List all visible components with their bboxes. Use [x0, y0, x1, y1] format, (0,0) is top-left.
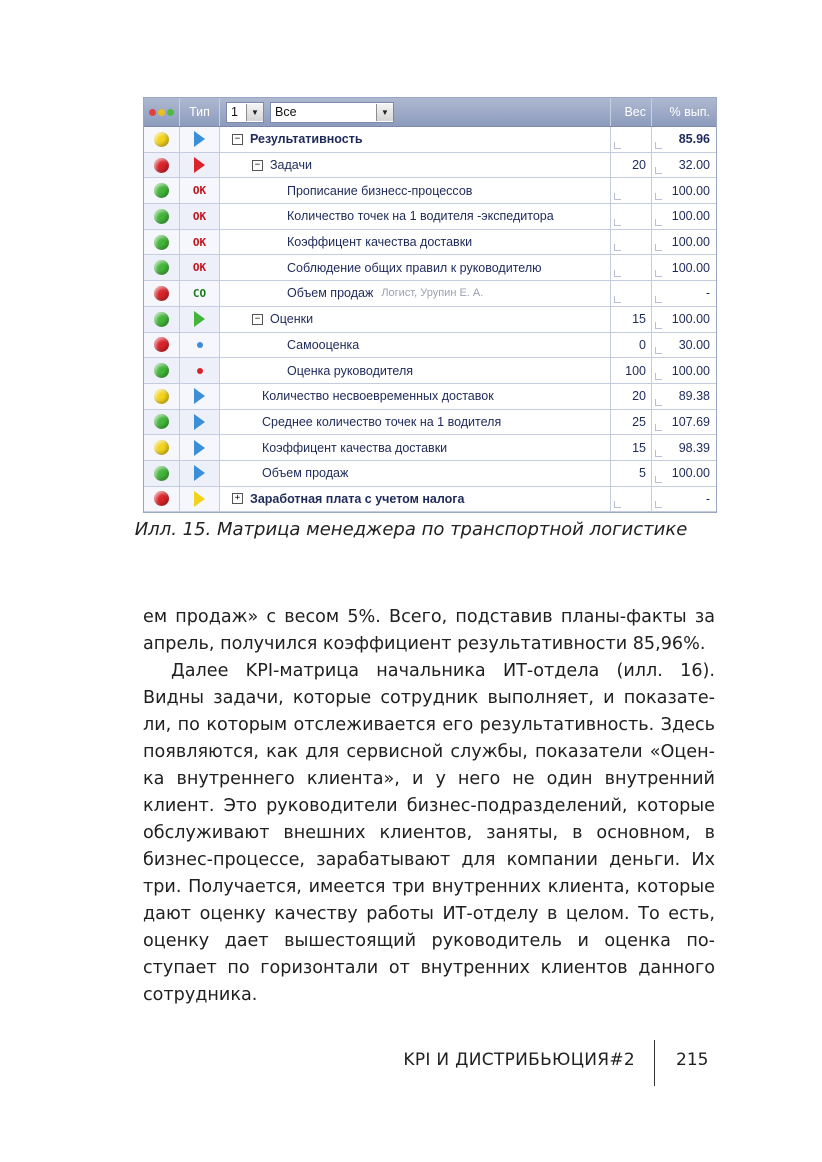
green-status-icon [154, 235, 169, 250]
cell-corner-icon [655, 296, 662, 303]
percent-cell [652, 435, 716, 460]
green-status-icon [154, 209, 169, 224]
red-status-icon [154, 158, 169, 173]
row-label: Оценки [270, 312, 314, 327]
status-cell [144, 333, 180, 358]
type-cell [180, 435, 220, 460]
table-row[interactable] [144, 178, 716, 204]
weight-cell [611, 178, 652, 203]
weight-value: 15 [632, 312, 646, 327]
row-label: Оценка руководителя [287, 363, 414, 378]
type-cell [180, 230, 220, 255]
status-cell [144, 127, 180, 152]
status-cell [144, 178, 180, 203]
percent-value: 100.00 [671, 235, 710, 250]
percent-cell [652, 153, 716, 178]
status-cell [144, 487, 180, 512]
weight-value: 20 [632, 158, 646, 173]
weight-value: 20 [632, 389, 646, 404]
play-triangle-icon [194, 388, 205, 404]
percent-cell [652, 307, 716, 332]
type-cell [180, 178, 220, 203]
row-label: Количество несвоевременных доставок [262, 389, 494, 404]
row-label: Соблюдение общих правил к руководителю [287, 260, 542, 275]
weight-value: 25 [632, 414, 646, 429]
yellow-status-icon [154, 132, 169, 147]
type-cell [180, 127, 220, 152]
percent-value: 100.00 [671, 466, 710, 481]
figure-caption: Илл. 15. Матрица менеджера по транспортной логистике [134, 519, 688, 540]
filter-select[interactable] [270, 102, 394, 123]
running-head: KPI И ДИСТРИБЬЮЦИЯ#2 [403, 1050, 635, 1070]
status-cell [144, 153, 180, 178]
footer-divider [654, 1040, 655, 1086]
row-label: Заработная плата с учетом налога [250, 491, 465, 506]
percent-cell [652, 255, 716, 280]
weight-cell [611, 153, 652, 178]
percent-value: 100.00 [671, 260, 710, 275]
play-triangle-icon [194, 465, 205, 481]
percent-cell [652, 461, 716, 486]
weight-value: 5 [639, 466, 646, 481]
name-cell [220, 178, 611, 203]
filter-value: Все [275, 105, 297, 119]
table-row[interactable] [144, 127, 716, 153]
table-row[interactable] [144, 435, 716, 461]
expand-icon[interactable]: + [232, 493, 243, 504]
weight-value: 0 [639, 337, 646, 352]
status-cell [144, 307, 180, 332]
chevron-down-icon[interactable]: ▼ [246, 104, 263, 121]
weight-cell [611, 204, 652, 229]
cell-corner-icon [655, 373, 662, 380]
status-cell [144, 204, 180, 229]
name-cell [220, 230, 611, 255]
red-status-icon [154, 337, 169, 352]
weight-cell [611, 307, 652, 332]
cell-corner-icon [655, 476, 662, 483]
yellow-status-icon [154, 440, 169, 455]
cell-corner-icon [614, 501, 621, 508]
name-cell [220, 307, 611, 332]
type-cell [180, 204, 220, 229]
weight-cell [611, 435, 652, 460]
table-row[interactable] [144, 487, 716, 513]
table-row[interactable] [144, 281, 716, 307]
row-label: Задачи [270, 158, 312, 173]
table-row[interactable] [144, 358, 716, 384]
name-cell [220, 358, 611, 383]
row-label: Среднее количество точек на 1 водителя [262, 414, 502, 429]
table-row[interactable] [144, 153, 716, 179]
status-cell [144, 410, 180, 435]
cell-corner-icon [655, 270, 662, 277]
name-cell [220, 153, 611, 178]
type-badge: OK [192, 209, 207, 223]
percent-value: 100.00 [671, 183, 710, 198]
percent-cell [652, 358, 716, 383]
page-number: 215 [676, 1050, 709, 1070]
red-status-icon [154, 491, 169, 506]
filter-bar [220, 98, 611, 126]
percent-cell [652, 230, 716, 255]
level-select[interactable] [226, 102, 264, 123]
cell-corner-icon [655, 450, 662, 457]
kpi-matrix [143, 97, 717, 513]
weight-cell [611, 281, 652, 306]
weight-cell [611, 358, 652, 383]
green-status-icon [154, 260, 169, 275]
collapse-icon[interactable]: − [252, 314, 263, 325]
weight-cell [611, 461, 652, 486]
type-cell [180, 255, 220, 280]
percent-cell [652, 281, 716, 306]
weight-column-header: Вес [611, 98, 652, 126]
body-text [143, 604, 715, 1009]
percent-value: 98.39 [678, 440, 710, 455]
cell-corner-icon [655, 219, 662, 226]
green-status-icon [154, 183, 169, 198]
weight-cell [611, 410, 652, 435]
cell-corner-icon [614, 142, 621, 149]
percent-value: 100.00 [671, 209, 710, 224]
collapse-icon[interactable]: − [252, 160, 263, 171]
yellow-status-icon [154, 389, 169, 404]
weight-cell [611, 230, 652, 255]
red-status-icon [154, 286, 169, 301]
type-cell [180, 410, 220, 435]
status-cell [144, 230, 180, 255]
table-row[interactable] [144, 410, 716, 436]
cell-corner-icon [655, 424, 662, 431]
weight-cell [611, 127, 652, 152]
green-status-icon [154, 414, 169, 429]
play-triangle-icon [194, 157, 205, 173]
cell-corner-icon [655, 501, 662, 508]
percent-value: 89.38 [678, 389, 710, 404]
matrix-body [144, 127, 716, 512]
percent-value: 32.00 [678, 158, 710, 173]
type-badge: OK [192, 261, 207, 275]
name-cell [220, 281, 611, 306]
type-cell [180, 461, 220, 486]
type-cell [180, 333, 220, 358]
row-label: Коэффицент качества доставки [287, 235, 473, 250]
name-cell [220, 333, 611, 358]
cell-corner-icon [614, 270, 621, 277]
small-dot-icon [197, 368, 203, 374]
cell-corner-icon [614, 296, 621, 303]
status-cell [144, 358, 180, 383]
small-dot-icon [197, 342, 203, 348]
row-label: Результативность [250, 132, 363, 147]
name-cell [220, 255, 611, 280]
type-badge: OK [192, 184, 207, 198]
percent-value: 85.96 [678, 132, 710, 147]
percent-cell [652, 384, 716, 409]
percent-cell [652, 410, 716, 435]
type-cell [180, 358, 220, 383]
percent-value: - [705, 286, 710, 301]
cell-corner-icon [614, 219, 621, 226]
row-label: Самооценка [287, 337, 360, 352]
type-cell [180, 153, 220, 178]
row-label: Количество точек на 1 водителя -экспедитора [287, 209, 554, 224]
chevron-down-icon[interactable]: ▼ [376, 104, 393, 121]
percent-value: 100.00 [671, 312, 710, 327]
status-cell [144, 281, 180, 306]
matrix-header [144, 98, 716, 127]
weight-cell [611, 333, 652, 358]
green-status-icon [154, 312, 169, 327]
type-cell [180, 307, 220, 332]
paragraph: ем продаж» с весом 5%. Всего, подставив планы-факты за апрель, получился коэффициент результативности 85,96%. [143, 607, 715, 654]
table-row[interactable] [144, 255, 716, 281]
name-cell [220, 461, 611, 486]
status-cell [144, 461, 180, 486]
responsible-note: Логист, Урупин Е. А. [381, 287, 484, 300]
percent-column-header: % вып. [669, 105, 710, 119]
status-cell [144, 384, 180, 409]
status-cell [144, 255, 180, 280]
cell-corner-icon [655, 167, 662, 174]
status-cell [144, 435, 180, 460]
play-triangle-icon [194, 414, 205, 430]
name-cell [220, 204, 611, 229]
percent-cell [652, 204, 716, 229]
percent-cell [652, 178, 716, 203]
level-value: 1 [231, 105, 238, 119]
cell-corner-icon [614, 193, 621, 200]
table-row[interactable] [144, 204, 716, 230]
percent-cell [652, 333, 716, 358]
weight-cell [611, 255, 652, 280]
play-triangle-icon [194, 491, 205, 507]
weight-cell [611, 384, 652, 409]
row-label: Коэффицент качества доставки [262, 440, 448, 455]
status-column-header [144, 98, 180, 126]
play-triangle-icon [194, 311, 205, 327]
name-cell [220, 127, 611, 152]
type-cell [180, 281, 220, 306]
weight-cell [611, 487, 652, 512]
row-label: Объем продаж [262, 466, 349, 481]
percent-value: 107.69 [671, 414, 710, 429]
row-label: Прописание бизнесс-процессов [287, 183, 473, 198]
paragraph: Далее KPI-матрица начальника ИТ-отдела (илл. 16). Видны задачи, которые сотрудник выполняет, и показатели, по которым отслеживается его результативность. Здесь появляются, как для сервисной службы, показатели «Оценка внутреннего клиента», и у него не один внутренний клиент. Это руководители бизнес-подразделений, которые обслуживают внешних клиентов, заняты, в основном, в бизнес-процессе, зарабатывают для компании деньги. Их три. Получается, имеется три внутренних клиента, которые дают оценку качеству работы ИТ-отделу в целом. То есть, оценку дает вышестоящий руководитель и оценка поступает по горизонтали от внутренних клиентов данного сотрудника. [143, 661, 715, 1005]
cell-corner-icon [655, 244, 662, 251]
type-cell [180, 384, 220, 409]
table-row[interactable] [144, 461, 716, 487]
name-cell [220, 384, 611, 409]
percent-value: 30.00 [678, 337, 710, 352]
type-cell [180, 487, 220, 512]
table-row[interactable] [144, 333, 716, 359]
cell-corner-icon [655, 322, 662, 329]
type-badge: CO [192, 286, 207, 300]
percent-cell [652, 127, 716, 152]
green-status-icon [154, 363, 169, 378]
cell-corner-icon [655, 193, 662, 200]
cell-corner-icon [655, 347, 662, 354]
table-row[interactable] [144, 384, 716, 410]
percent-cell [652, 487, 716, 512]
type-badge: OK [192, 235, 207, 249]
percent-value: - [705, 491, 710, 506]
play-triangle-icon [194, 440, 205, 456]
cell-corner-icon [655, 142, 662, 149]
table-row[interactable] [144, 307, 716, 333]
green-status-icon [154, 466, 169, 481]
type-column-header: Тип [180, 98, 220, 126]
percent-value: 100.00 [671, 363, 710, 378]
weight-value: 15 [632, 440, 646, 455]
play-triangle-icon [194, 131, 205, 147]
cell-corner-icon [614, 244, 621, 251]
collapse-icon[interactable]: − [232, 134, 243, 145]
traffic-lights-icon [149, 109, 174, 116]
cell-corner-icon [655, 399, 662, 406]
name-cell [220, 435, 611, 460]
row-label: Объем продаж [287, 286, 374, 301]
table-row[interactable] [144, 230, 716, 256]
name-cell [220, 487, 611, 512]
weight-value: 100 [625, 363, 646, 378]
name-cell [220, 410, 611, 435]
